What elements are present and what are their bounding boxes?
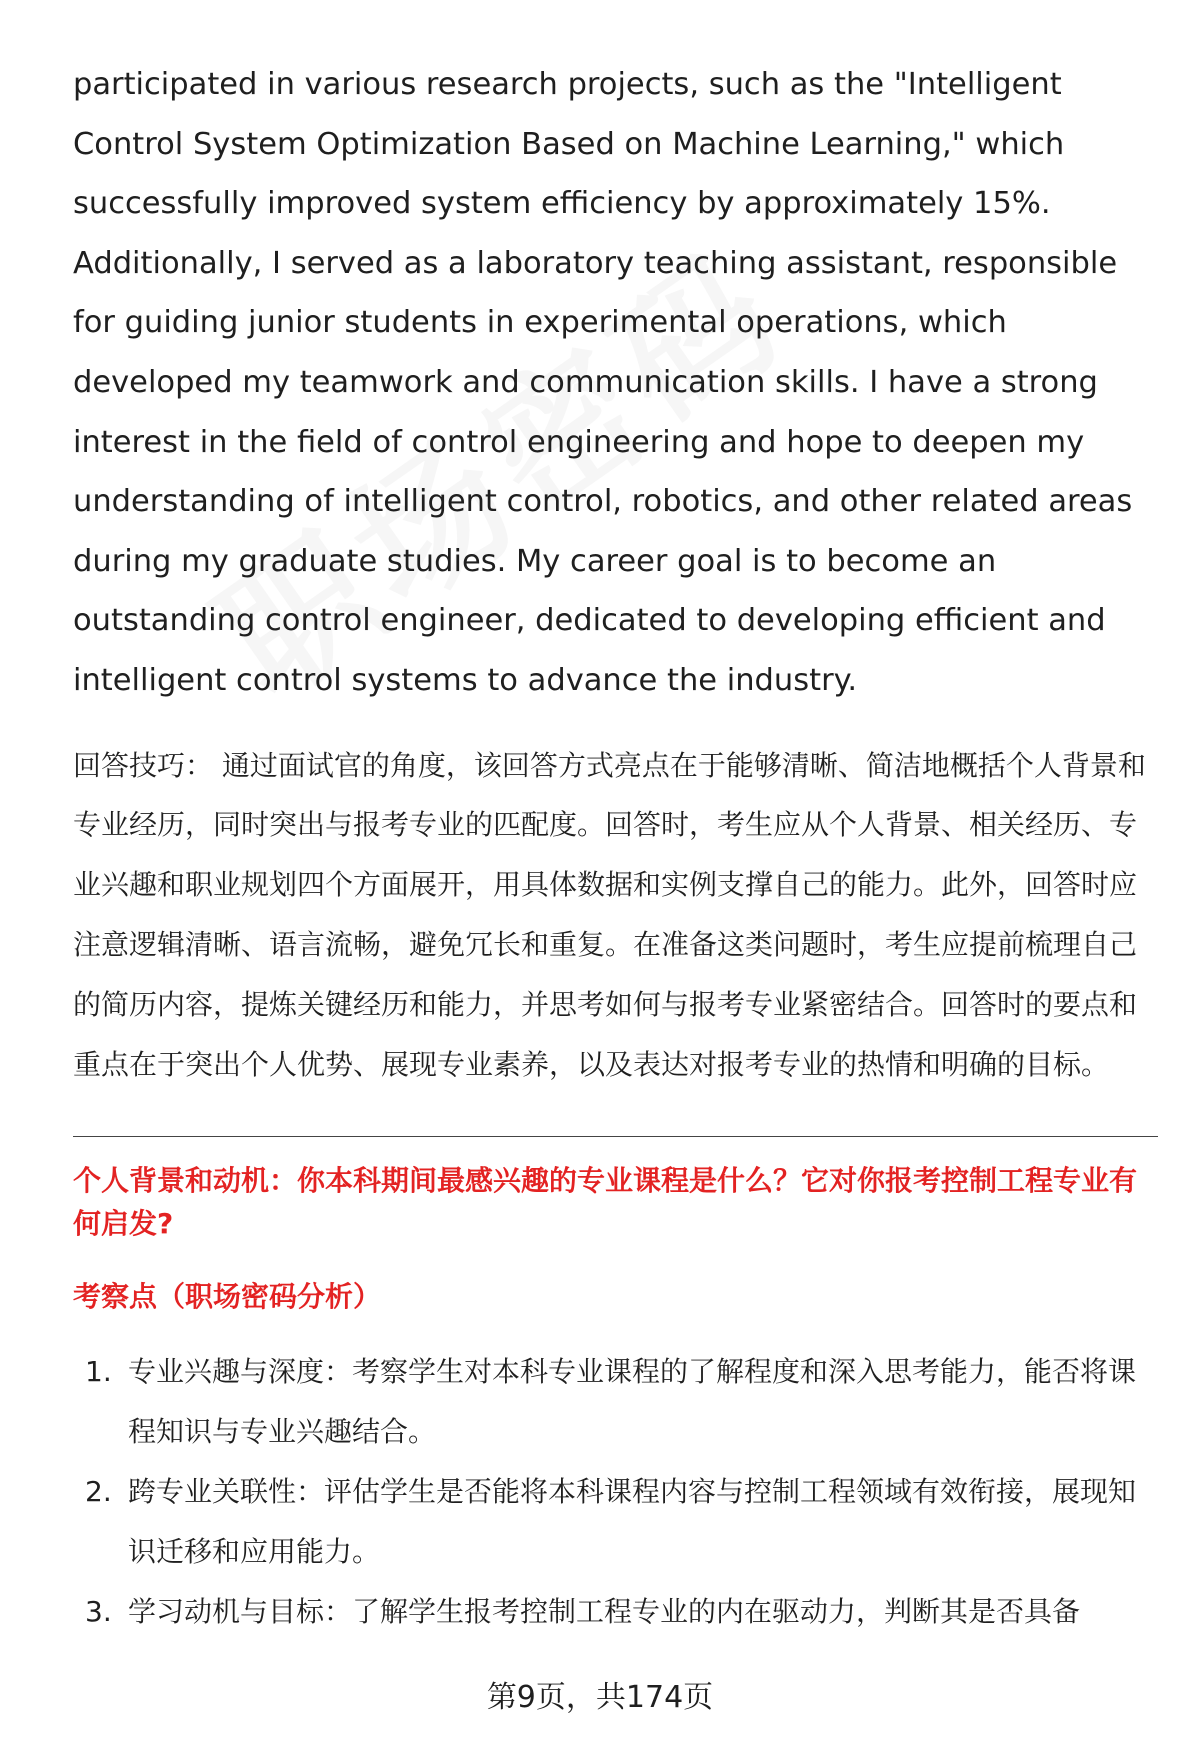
list-item-number: 1. — [85, 1355, 112, 1389]
list-item-text: 跨专业关联性：评估学生是否能将本科课程内容与控制工程领域有效衔接，展现知识迁移和应用能力。 — [128, 1474, 1137, 1568]
list-item-text: 专业兴趣与深度：考察学生对本科专业课程的了解程度和深入思考能力，能否将课程知识与专业兴趣结合。 — [128, 1355, 1137, 1449]
question-heading: 个人背景和动机：你本科期间最感兴趣的专业课程是什么？它对你报考控制工程专业有何启发? — [73, 1164, 1138, 1241]
list-item-number: 3. — [85, 1594, 112, 1628]
assessment-points-list — [73, 1342, 1158, 1641]
assessment-subheading: 考察点（职场密码分析） — [73, 1280, 382, 1314]
list-item — [73, 1462, 1158, 1582]
section-divider — [73, 1136, 1158, 1137]
intro-paragraph: participated in various research projects, such as the "Intelligent Control System Optimization Based on Machine Learning," which successfully improved system efficiency by approximately 15%. Additionally, I served as a laboratory teaching assistant, responsible for guiding junior students in experimental operations, which developed my teamwork and communication skills. I have a strong interest in the field of control engineering and hope to deepen my understanding of intelligent control, robotics, and other related areas during my graduate studies. My career goal is to become an outstanding control engineer, dedicated to developing efficient and intelligent control systems to advance the industry. — [73, 67, 1133, 698]
list-item-number: 2. — [85, 1474, 112, 1508]
list-item — [73, 1582, 1158, 1642]
list-item-text: 学习动机与目标：了解学生报考控制工程专业的内在驱动力，判断其是否具备 — [128, 1594, 1081, 1628]
page-footer: 第9页，共174页 — [486, 1680, 714, 1715]
tips-paragraph: 回答技巧： 通过面试官的角度，该回答方式亮点在于能够清晰、简洁地概括个人背景和专业经历，同时突出与报考专业的匹配度。回答时，考生应从个人背景、相关经历、专业兴趣和职业规划四个方面展开，用具体数据和实例支撑自己的能力。此外，回答时应注意逻辑清晰、语言流畅，避免冗长和重复。在准备这类问题时，考生应提前梳理自己的简历内容，提炼关键经历和能力，并思考如何与报考专业紧密结合。回答时的要点和重点在于突出个人优势、展现专业素养，以及表达对报考专业的热情和明确的目标。 — [73, 748, 1146, 1081]
list-item — [73, 1342, 1158, 1462]
page-content — [73, 55, 1158, 1641]
